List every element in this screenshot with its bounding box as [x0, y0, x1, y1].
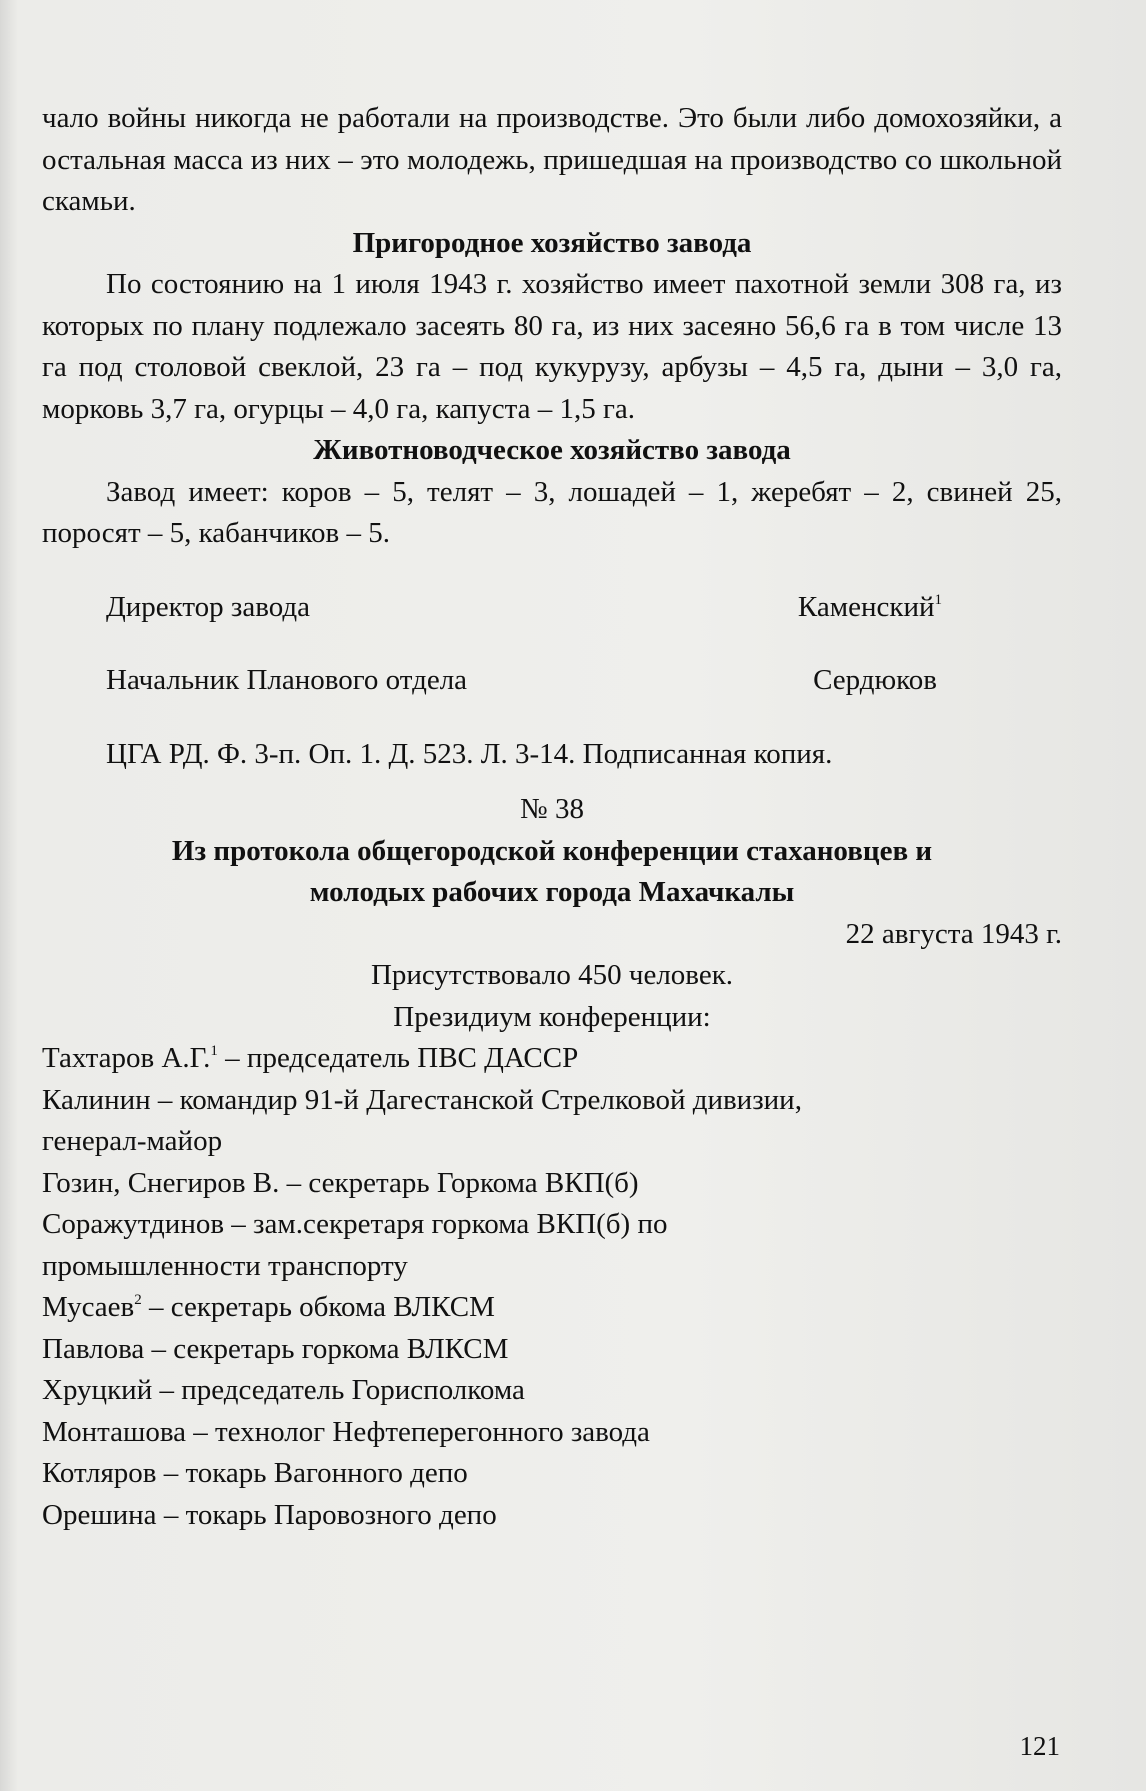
- document-title-line-1: Из протокола общегородской конференции стахановцев и: [171, 834, 933, 867]
- director-name: Каменский: [797, 590, 935, 623]
- archive-reference: ЦГА РД. Ф. 3-п. Оп. 1. Д. 523. Л. 3-14. Подписанная копия.: [106, 737, 833, 770]
- presidium-entry: Хруцкий – председатель Горисполкома: [42, 1374, 525, 1406]
- presidium-entry: Монташова – технолог Нефтеперегонного завода: [42, 1415, 650, 1448]
- director-title: Директор завода: [106, 590, 311, 623]
- document-date: 22 августа 1943 г.: [845, 917, 1062, 950]
- presidium-entry: Котляров – токарь Вагонного депо: [42, 1457, 468, 1489]
- paragraph-workers: чало войны никогда не работали на производстве. Это были либо домохозяйки, а остальная масса из них – это молодежь, пришедшая на производство со школьной скамьи.: [42, 102, 1062, 217]
- presidium-entry: Орешина – токарь Паровозного депо: [42, 1498, 497, 1531]
- document-title-line-2: молодых рабочих города Махачкалы: [309, 876, 795, 908]
- presidium-entry: промышленности транспорту: [42, 1249, 408, 1282]
- paragraph-livestock: Завод имеет: коров – 5, телят – 3, лошадей – 1, жеребят – 2, свиней 25, поросят – 5, кабанчиков – 5.: [42, 475, 1062, 549]
- page-number: 121: [1019, 1731, 1060, 1761]
- planning-name: Сердюков: [813, 664, 937, 696]
- presidium-entry: Соражутдинов – зам.секретаря горкома ВКП(б) по: [42, 1208, 668, 1240]
- footnote-marker: 1: [210, 1043, 218, 1059]
- presidium-heading: Президиум конференции:: [393, 1000, 711, 1033]
- document-body: [42, 98, 1062, 1536]
- presidium-entry: Павлова – секретарь горкома ВЛКСМ: [42, 1332, 509, 1365]
- paragraph-suburban-farm: По состоянию на 1 июля 1943 г. хозяйство имеет пахотной земли 308 га, из которых по плану подлежало засеять 80 га, из них засеяно 56,6 га в том числе 13 га под столовой свеклой, 23 га – под кукурузу, арбузы – 4,5 га, дыни – 3,0 га, морковь 3,7 га, огурцы – 4,0 га, капуста – 1,5 га.: [42, 268, 1062, 425]
- signature-planning: [42, 660, 1062, 702]
- presidium-entry: Мусаев$^2$ – секретарь обкома ВЛКСМ: [42, 1291, 495, 1323]
- heading-livestock: Животноводческое хозяйство завода: [313, 434, 791, 466]
- presidium-entry: генерал-майор: [42, 1125, 223, 1157]
- document-number: № 38: [520, 793, 584, 825]
- signature-director: [42, 587, 1062, 629]
- presidium-entry: Тахтаров А.Г.$^1$ – председатель ПВС ДАССР: [42, 1042, 579, 1074]
- director-name-wrap: [798, 587, 942, 629]
- heading-suburban-farm: Пригородное хозяйство завода: [352, 226, 752, 259]
- planning-title: Начальник Планового отдела: [106, 664, 468, 696]
- presidium-entry: Калинин – командир 91-й Дагестанской Стрелковой дивизии,: [42, 1083, 802, 1116]
- footnote-marker: 1: [934, 591, 942, 608]
- presidium-entry: Гозин, Снегиров В. – секретарь Горкома ВКП(б): [42, 1166, 639, 1199]
- attendance: Присутствовало 450 человек.: [370, 959, 734, 991]
- presidium-list: [42, 1038, 1062, 1536]
- footnote-marker: 2: [134, 1292, 142, 1308]
